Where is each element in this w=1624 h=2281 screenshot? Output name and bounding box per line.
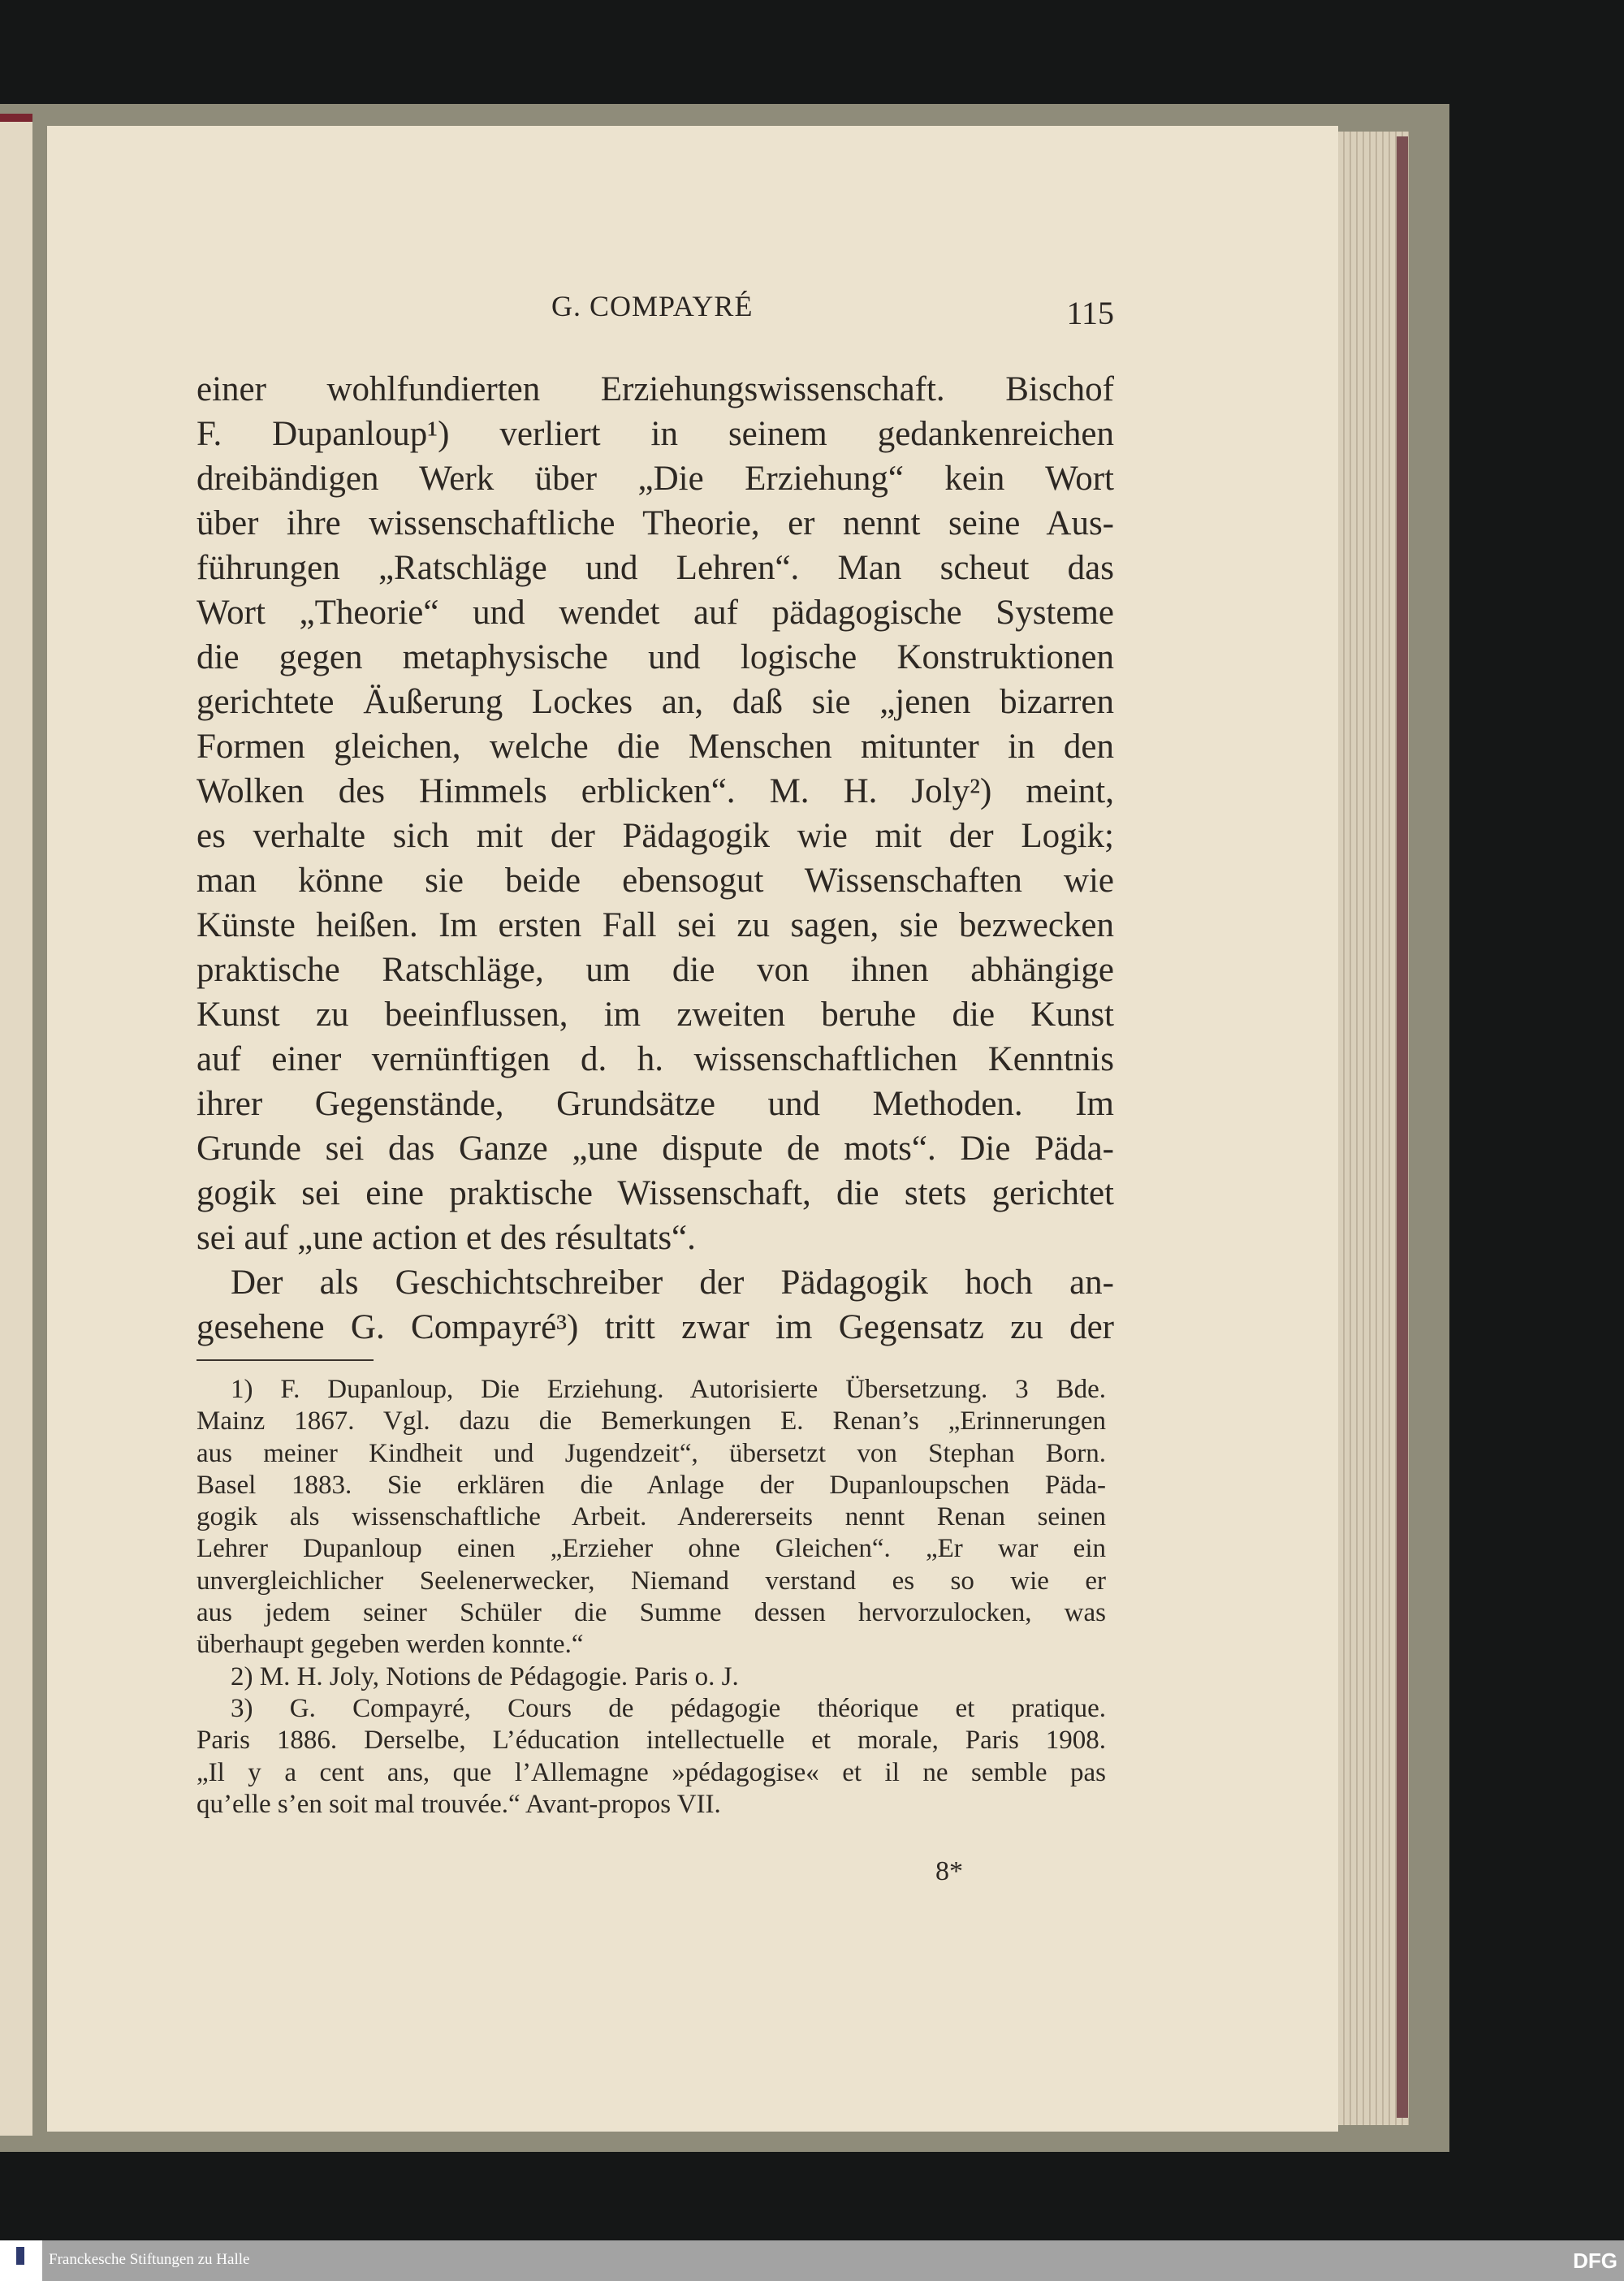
text-line: auf einer vernünftigen d. h. wissenschaftlichen Kenntnis [197, 1040, 1114, 1078]
text-line: aus meiner Kindheit und Jugendzeit“, übersetzt von Stephan Born. [197, 1438, 1106, 1468]
text-line: 2) M. H. Joly, Notions de Pédagogie. Paris o. J. [231, 1661, 739, 1691]
footnotes [197, 1374, 1106, 1821]
text-line: die gegen metaphysische und logische Konstruktionen [197, 638, 1114, 676]
library-logo-icon [0, 2240, 42, 2281]
text-line: Wolken des Himmels erblicken“. M. H. Joly²) meint, [197, 772, 1114, 810]
text-line: es verhalte sich mit der Pädagogik wie mit der Logik; [197, 817, 1114, 855]
text-line: gogik sei eine praktische Wissenschaft, die stets gerichtet [197, 1174, 1114, 1212]
text-line: sei auf „une action et des résultats“. [197, 1219, 696, 1257]
text-line: dreibändigen Werk über „Die Erziehung“ kein Wort [197, 460, 1114, 498]
text-line: Der als Geschichtschreiber der Pädagogik hoch an- [231, 1264, 1114, 1302]
text-line: Formen gleichen, welche die Menschen mitunter in den [197, 728, 1114, 766]
running-title: G. COMPAYRÉ [551, 290, 754, 322]
text-line: Paris 1886. Derselbe, L’éducation intellectuelle et morale, Paris 1908. [197, 1726, 1106, 1756]
running-header [197, 289, 1114, 330]
text-line: man könne sie beide ebensogut Wissenschaften wie [197, 862, 1114, 900]
footnote-rule [197, 1359, 374, 1361]
text-line: praktische Ratschläge, um die von ihnen abhängige [197, 951, 1114, 989]
text-line: 1) F. Dupanloup, Die Erziehung. Autorisierte Übersetzung. 3 Bde. [231, 1375, 1106, 1404]
page-edge-color [1397, 136, 1408, 2118]
text-line: führungen „Ratschläge und Lehren“. Man scheut das [197, 549, 1114, 587]
text-line: Basel 1883. Sie erklären die Anlage der Dupanloupschen Päda- [197, 1470, 1106, 1500]
page-number: 115 [1066, 295, 1114, 331]
text-line: Kunst zu beeinflussen, im zweiten beruhe die Kunst [197, 996, 1114, 1034]
text-line: gerichtete Äußerung Lockes an, daß sie „jenen bizarren [197, 683, 1114, 721]
text-line: über ihre wissenschaftliche Theorie, er nennt seine Aus- [197, 504, 1114, 542]
text-line: gogik als wissenschaftliche Arbeit. Andererseits nennt Renan seinen [197, 1502, 1106, 1532]
body-text [197, 367, 1114, 1350]
text-line: überhaupt gegeben werden konnte.“ [197, 1630, 584, 1660]
text-line: Künste heißen. Im ersten Fall sei zu sagen, sie bezwecken [197, 906, 1114, 944]
library-name: Franckesche Stiftungen zu Halle [49, 2251, 250, 2268]
dfg-logo: DFG [1573, 2249, 1618, 2273]
text-line: einer wohlfundierten Erziehungswissenschaft. Bischof [197, 370, 1114, 408]
left-page-edge [0, 122, 32, 2136]
text-line: Grunde sei das Ganze „une dispute de mots“. Die Päda- [197, 1130, 1114, 1168]
text-line: F. Dupanloup¹) verliert in seinem gedankenreichen [197, 415, 1114, 453]
text-line: Mainz 1867. Vgl. dazu die Bemerkungen E. Renan’s „Erinnerungen [197, 1406, 1106, 1436]
signature-mark: 8* [935, 1856, 963, 1886]
text-line: Lehrer Dupanloup einen „Erzieher ohne Gleichen“. „Er war ein [197, 1534, 1106, 1564]
text-line: gesehene G. Compayré³) tritt zwar im Gegensatz zu der [197, 1308, 1114, 1346]
text-line: ihrer Gegenstände, Grundsätze und Methoden. Im [197, 1085, 1114, 1123]
text-line: qu’elle s’en soit mal trouvée.“ Avant-propos VII. [197, 1789, 721, 1819]
viewer-footer [0, 2240, 1624, 2281]
text-line: „Il y a cent ans, que l’Allemagne »pédagogise« et il ne semble pas [197, 1757, 1106, 1787]
text-line: aus jedem seiner Schüler die Summe dessen hervorzulocken, was [197, 1598, 1106, 1628]
text-line: Wort „Theorie“ und wendet auf pädagogische Systeme [197, 594, 1114, 632]
text-line: unvergleichlicher Seelenerwecker, Niemand verstand es so wie er [197, 1566, 1106, 1596]
text-line: 3) G. Compayré, Cours de pédagogie théorique et pratique. [231, 1693, 1106, 1723]
